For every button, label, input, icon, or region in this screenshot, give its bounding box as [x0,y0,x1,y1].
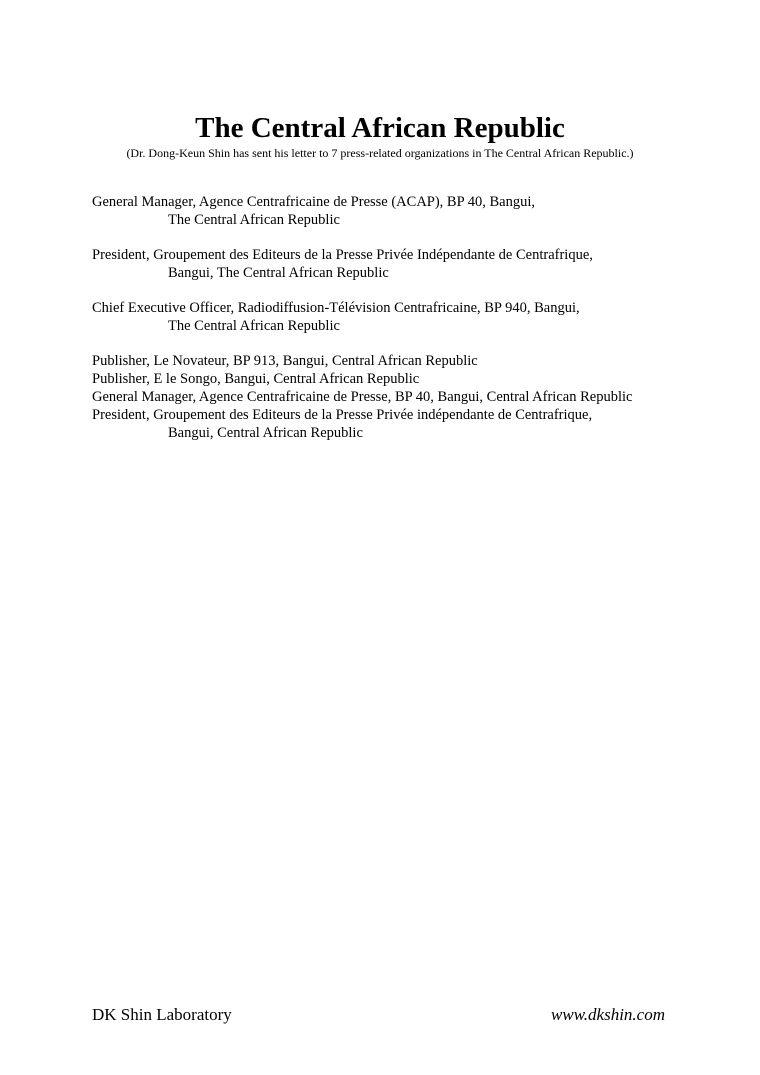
address-line: General Manager, Agence Centrafricaine de Presse (ACAP), BP 40, Bangui, [92,194,536,210]
address-line: President, Groupement des Editeurs de la Presse Privée indépendante de Centrafrique, [92,407,593,423]
address-line: President, Groupement des Editeurs de la Presse Privée Indépendante de Centrafrique, [92,247,593,263]
page-title: The Central African Republic [195,112,565,144]
organization-list [92,193,732,442]
address-line-indented: Bangui, The Central African Republic [168,265,389,281]
footer-lab-name: DK Shin Laboratory [92,1005,232,1024]
address-block [92,246,732,282]
address-block [92,352,732,442]
page-subtitle: (Dr. Dong-Keun Shin has sent his letter to 7 press-related organizations in The Central African Republic.) [126,146,634,160]
address-block [92,193,732,229]
address-line-indented: The Central African Republic [168,212,340,228]
address-line: Publisher, Le Novateur, BP 913, Bangui, Central African Republic [92,353,478,369]
address-line-indented: Bangui, Central African Republic [168,425,363,441]
address-line: Chief Executive Officer, Radiodiffusion-Télévision Centrafricaine, BP 940, Bangui, [92,300,580,316]
address-line-indented: The Central African Republic [168,318,340,334]
address-line: General Manager, Agence Centrafricaine de Presse, BP 40, Bangui, Central African Republic [92,389,633,405]
footer-website: www.dkshin.com [551,1005,665,1024]
address-block [92,299,732,335]
address-line: Publisher, E le Songo, Bangui, Central African Republic [92,371,420,387]
